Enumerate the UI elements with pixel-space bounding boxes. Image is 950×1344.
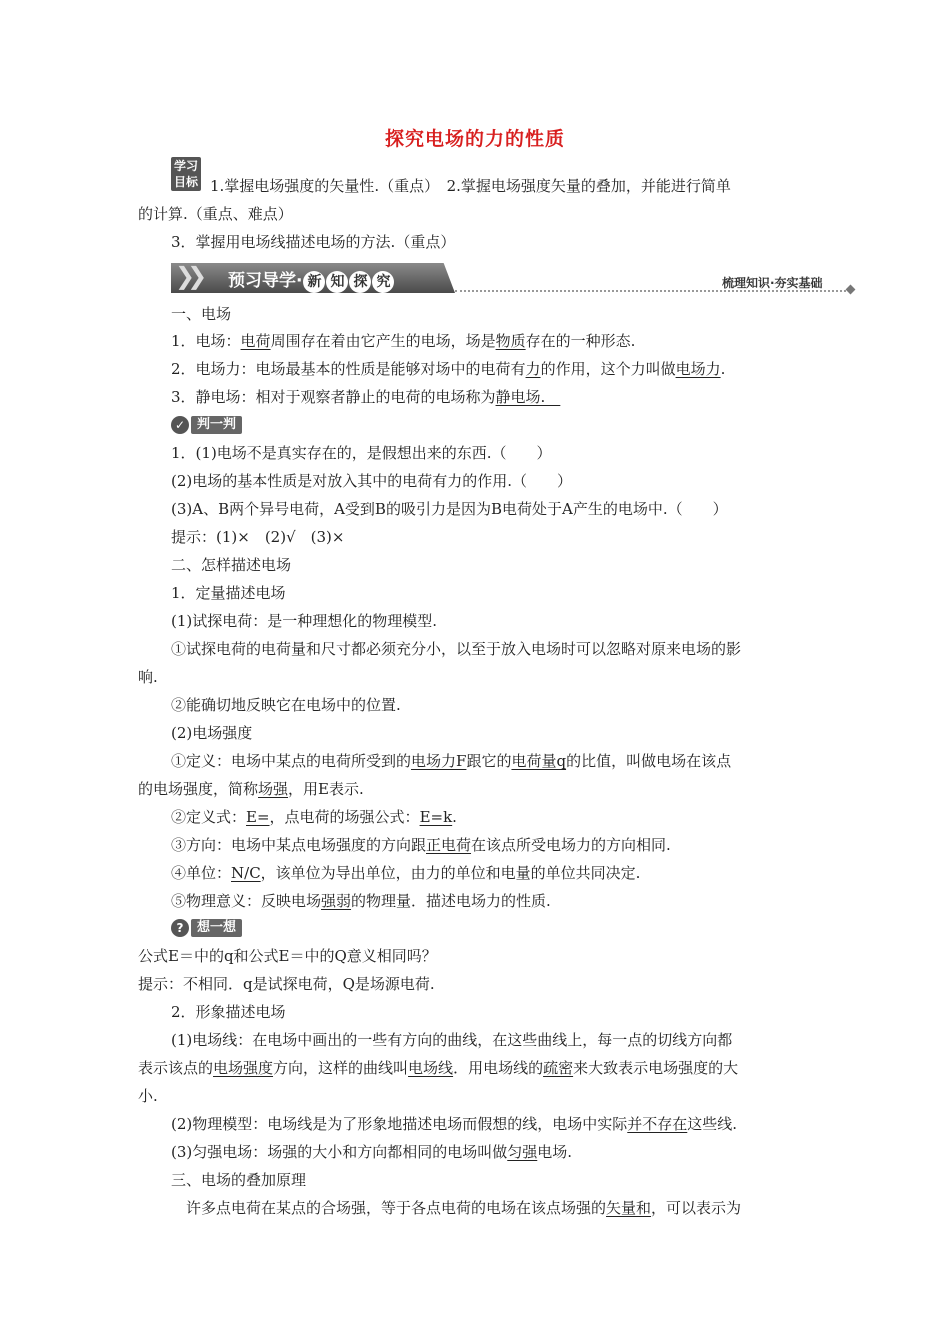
definition-line-1a: ①定义：电场中某点的电荷所受到的电场力F跟它的电荷量q的比值，叫做电场在该点 xyxy=(171,752,732,770)
diamond-icon xyxy=(846,285,856,295)
banner-circle-4: 究 xyxy=(372,271,394,293)
judge-question-2: (2)电场的基本性质是对放入其中的电荷有力的作用.（ ） xyxy=(171,472,573,490)
objectives-badge-line-2: 目标 xyxy=(173,175,198,189)
objective-line-1: 1.掌握电场强度的矢量性.（重点） 2.掌握电场强度矢量的叠加，并能进行简单 xyxy=(210,177,731,195)
think-tag xyxy=(171,919,242,937)
section-1-heading: 一、电场 xyxy=(171,305,232,323)
field-line-1b: 表示该点的电场强度方向，这样的曲线叫电场线．用电场线的疏密来大致表示电场强度的大 xyxy=(138,1059,739,1077)
section-1-line-2: 2．电场力：电场最基本的性质是能够对场中的电荷有力的作用，这个力叫做电场力. xyxy=(171,360,726,378)
think-question: 公式E＝中的q和公式E＝中的Q意义相同吗？ xyxy=(138,947,437,965)
definition-line-3: ③方向：电场中某点电场强度的方向跟正电荷在该点所受电场力的方向相同. xyxy=(171,836,671,854)
objectives-badge xyxy=(171,157,201,191)
check-leaf-icon: ✓ xyxy=(171,416,189,434)
definition-line-2: ②定义式：E=，点电荷的场强公式：E=k. xyxy=(171,808,457,826)
judge-question-3: (3)A、B两个异号电荷，A受到B的吸引力是因为B电荷处于A产生的电场中.（ ） xyxy=(171,500,728,518)
field-line-1a: (1)电场线：在电场中画出的一些有方向的曲线，在这些曲线上，每一点的切线方向都 xyxy=(171,1031,733,1049)
field-line-3: (3)匀强电场：场强的大小和方向都相同的电场叫做匀强电场. xyxy=(171,1143,573,1161)
section-1-line-3: 3．静电场：相对于观察者静止的电荷的电场称为静电场. xyxy=(171,388,561,406)
judge-question-1: 1．(1)电场不是真实存在的，是假想出来的东西.（ ） xyxy=(171,444,552,462)
think-hint: 提示：不相同．q是试探电荷，Q是场源电荷. xyxy=(138,975,435,993)
banner-circle-3: 探 xyxy=(349,271,371,293)
judge-tag-label: 判一判 xyxy=(191,416,242,434)
objective-line-2: 的计算.（重点、难点） xyxy=(138,205,293,223)
definition-line-5: ⑤物理意义：反映电场强弱的物理量．描述电场力的性质. xyxy=(171,892,551,910)
section-1-line-1: 1．电场：电荷周围存在着由它产生的电场，场是物质存在的一种形态. xyxy=(171,332,636,350)
banner-circle-2: 知 xyxy=(326,271,348,293)
banner-circle-1: 新 xyxy=(303,271,325,293)
field-line-2: (2)物理模型：电场线是为了形象地描述电场而假想的线，电场中实际并不存在这些线. xyxy=(171,1115,738,1133)
field-line-1c: 小. xyxy=(138,1087,158,1105)
section-2-item-1b: 响. xyxy=(138,668,158,686)
section-2-item-2: ②能确切地反映它在电场中的位置. xyxy=(171,696,401,714)
section-2-heading: 二、怎样描述电场 xyxy=(171,556,292,574)
think-tag-label: 想一想 xyxy=(191,919,242,937)
page-title: 探究电场的力的性质 xyxy=(384,128,565,150)
banner-title xyxy=(228,266,394,293)
section-2-para-1: (1)试探电荷：是一种理想化的物理模型. xyxy=(171,612,438,630)
section-2-sub-1: 1．定量描述电场 xyxy=(171,584,286,602)
chevron-right-icon: ❯❯ xyxy=(175,262,200,290)
section-3-paragraph: 许多点电荷在某点的合场强，等于各点电荷的电场在该点场强的矢量和，可以表示为 xyxy=(186,1199,742,1217)
section-2-sub-2: 2．形象描述电场 xyxy=(171,1003,286,1021)
section-3-heading: 三、电场的叠加原理 xyxy=(171,1171,307,1189)
banner-title-left: 预习导学· xyxy=(228,271,303,291)
objectives-badge-line-1: 学习 xyxy=(173,159,198,173)
definition-line-4: ④单位：N/C，该单位为导出单位，由力的单位和电量的单位共同决定. xyxy=(171,864,641,882)
judge-tag xyxy=(171,416,242,434)
section-2-para-2: (2)电场强度 xyxy=(171,724,253,742)
section-2-item-1a: ①试探电荷的电荷量和尺寸都必须充分小，以至于放入电场时可以忽略对原来电场的影 xyxy=(171,640,742,658)
definition-line-1b: 的电场强度，简称场强，用E表示. xyxy=(138,780,364,798)
judge-hint: 提示：(1)× (2)√ (3)× xyxy=(171,528,345,546)
banner-right-text: 梳理知识·夯实基础 xyxy=(722,276,823,290)
question-icon: ? xyxy=(171,919,189,937)
objective-line-3: 3．掌握用电场线描述电场的方法.（重点） xyxy=(171,233,456,251)
